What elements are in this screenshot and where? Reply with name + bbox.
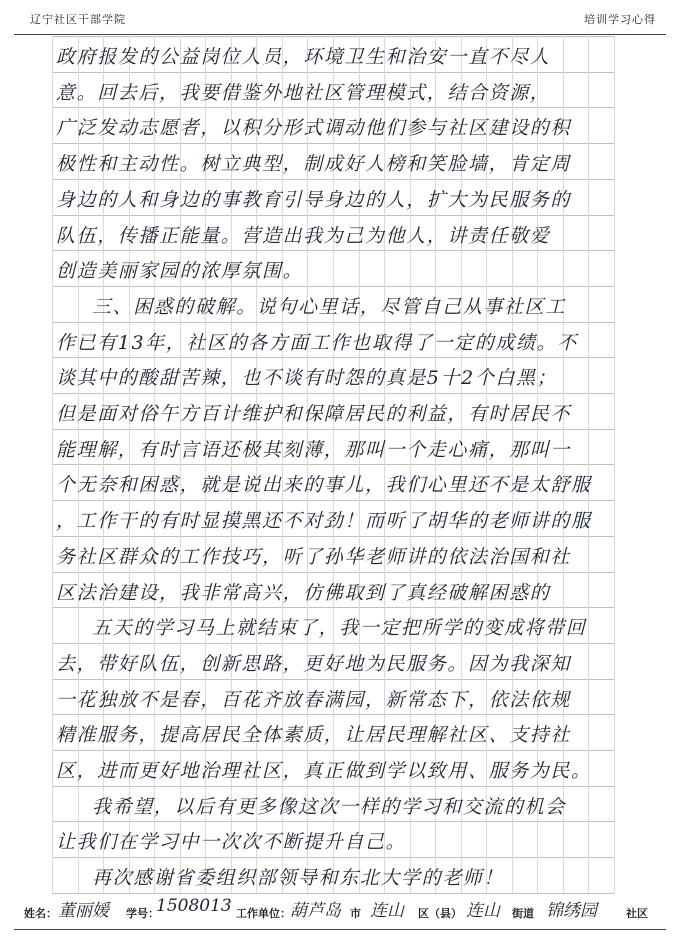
name-label: 姓名： — [24, 907, 57, 920]
essay-line: 极性和主动性。树立典型，制成好人榜和笑脸墙，肯定周 — [56, 153, 572, 176]
district-label: 区（县） — [418, 907, 462, 920]
header-rule — [14, 34, 666, 35]
student-number-value: 1508013 — [156, 896, 232, 916]
essay-line: 精准服务，提高居民全体素质，让居民理解社区、支持社 — [56, 724, 572, 747]
essay-line: 一花独放不是春，百花齐放春满园，新常态下，依法依规 — [56, 688, 572, 711]
essay-line: 再次感谢省委组织部领导和东北大学的老师！ — [92, 867, 505, 890]
institution-name: 辽宁社区干部学院 — [30, 13, 126, 26]
document-type: 培训学习心得 — [584, 13, 656, 26]
work-unit-label: 工作单位： — [236, 907, 291, 920]
essay-line: ，工作干的有时显摸黑还不对劲！而听了胡华的老师讲的服 — [56, 510, 592, 533]
author-info-footer — [14, 896, 666, 926]
essay-line: 谈其中的酸甜苦辣，也不谈有时怨的真是5十2个白黑； — [56, 367, 558, 390]
essay-line: 个无奈和困惑，就是说出来的事儿，我们心里还不是太舒服 — [56, 474, 592, 497]
essay-line: 三、困惑的破解。说句心里话，尽管自己从事社区工 — [92, 295, 566, 318]
essay-line: 政府报发的公益岗位人员，环境卫生和治安一直不尽人 — [56, 46, 551, 68]
essay-line: 区，进而更好地治理社区，真正做到学以致用、服务为民。 — [56, 760, 592, 782]
essay-line: 我希望，以后有更多像这次一样的学习和交流的机会 — [92, 795, 566, 818]
essay-line: 但是面对俗午方百计维护和保障居民的利益，有时居民不 — [56, 403, 572, 425]
street-value: 连山 — [466, 901, 500, 921]
essay-line: 让我们在学习中一次次不断提升自己。 — [56, 831, 407, 854]
grid-column-line — [52, 36, 53, 893]
street-label: 街道 — [512, 907, 534, 920]
name-value: 董丽媛 — [58, 901, 109, 921]
community-label: 社区 — [626, 907, 648, 920]
city-value: 葫芦岛 — [290, 901, 341, 921]
essay-line: 能理解，有时言语还极其刻薄，那叫一个走心痛，那叫一 — [56, 438, 572, 461]
student-number-label: 学号： — [126, 907, 159, 920]
city-label: 市 — [350, 907, 361, 920]
essay-line: 意。回去后，我要借鉴外地社区管理模式，结合资源， — [56, 81, 551, 104]
grid-column-line — [614, 36, 615, 893]
district-value: 连山 — [370, 901, 404, 921]
essay-line: 务社区群众的工作技巧，听了孙华老师讲的依法治国和社 — [56, 545, 572, 568]
essay-line: 身边的人和身边的事教育引导身边的人，扩大为民服务的 — [56, 188, 572, 211]
essay-line: 作已有13年，社区的各方面工作也取得了一定的成绩。不 — [56, 331, 578, 354]
essay-line: 去，带好队伍，创新思路，更好地为民服务。因为我深知 — [56, 652, 572, 675]
essay-line: 五天的学习马上就结束了，我一定把所学的变成将带回 — [92, 617, 587, 640]
essay-line: 区法治建设，我非常高兴，仿佛取到了真经破解困惑的 — [56, 581, 551, 604]
footer-rule — [14, 929, 666, 930]
grid-row-line — [52, 893, 614, 894]
essay-line: 创造美丽家园的浓厚氛围。 — [56, 260, 304, 283]
community-value: 锦绣园 — [546, 901, 597, 921]
essay-line: 广泛发动志愿者，以积分形式调动他们参与社区建设的积 — [56, 117, 572, 140]
essay-line: 队伍，传播正能量。营造出我为己为他人，讲责任敬爱 — [56, 224, 551, 247]
